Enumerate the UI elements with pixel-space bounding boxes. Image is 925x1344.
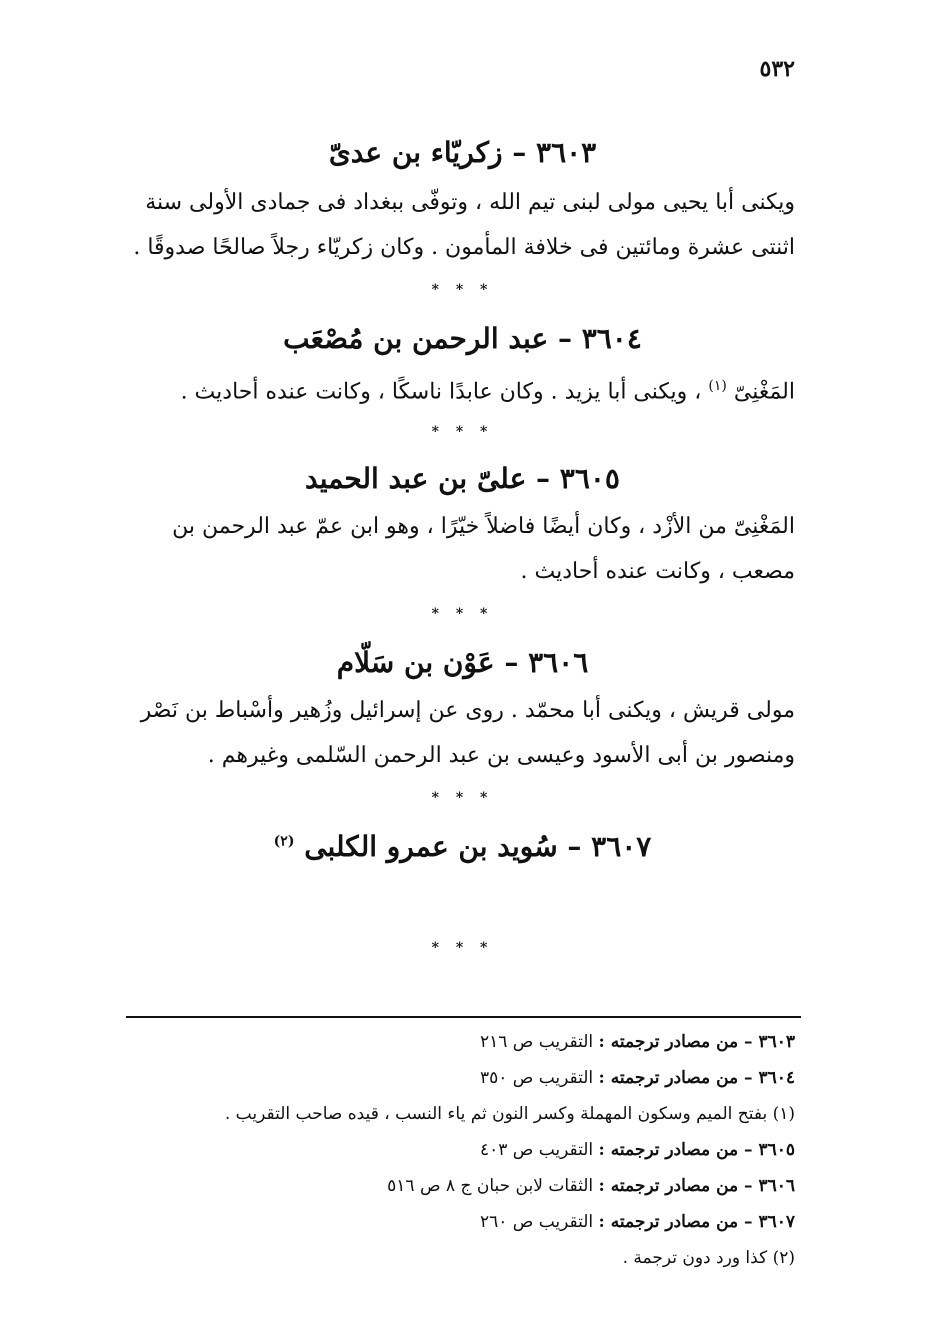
entry-body-3604 bbox=[105, 364, 795, 414]
footnote-line bbox=[95, 1096, 795, 1132]
footnote-text: التقريب ص ٢٦٠ bbox=[479, 1212, 594, 1232]
separator: * * * bbox=[431, 424, 494, 440]
separator: * * * bbox=[431, 940, 494, 956]
entry-body-line: ومنصور بن أبى الأسود وعيسى بن عبد الرحمن السّلمى وغيرهم . bbox=[207, 743, 795, 768]
footnote-text: (١) بفتح الميم وسكون المهملة وكسر النون ثم ياء النسب ، قيده صاحب التقريب . bbox=[224, 1104, 795, 1124]
entry-body-line: اثنتى عشرة ومائتين فى خلافة المأمون . وكان زكريّاء رجلاً صالحًا صدوقًا . bbox=[133, 235, 795, 260]
footnotes bbox=[95, 1024, 795, 1276]
entry-body-line: مصعب ، وكانت عنده أحاديث . bbox=[520, 559, 795, 584]
footnote-text: التقريب ص ٢١٦ bbox=[479, 1032, 594, 1052]
footnote-label: ٣٦٠٣ – من مصادر ترجمته : bbox=[598, 1032, 795, 1052]
entry-body-line: مولى قريش ، ويكنى أبا محمّد . روى عن إسرائيل وزُهير وأسْباط بن نَصْر bbox=[140, 698, 795, 723]
entry-body-line: المَغْنِىّ من الأزْد ، وكان أيضًا فاضلاً خيّرًا ، وهو ابن عمّ عبد الرحمن بن bbox=[172, 514, 795, 539]
entry-body-3603 bbox=[105, 180, 795, 270]
footnote-line bbox=[95, 1060, 795, 1096]
footnote-text: الثقات لابن حبان ج ٨ ص ٥١٦ bbox=[387, 1176, 594, 1196]
entry-body-3605 bbox=[105, 504, 795, 594]
separator: * * * bbox=[431, 282, 494, 298]
separator: * * * bbox=[431, 606, 494, 622]
footnote-text: التقريب ص ٤٠٣ bbox=[479, 1140, 594, 1160]
footnote-label: ٣٦٠٥ – من مصادر ترجمته : bbox=[598, 1140, 795, 1160]
entry-title-3607 bbox=[0, 830, 925, 863]
entry-body-suffix: ، ويكنى أبا يزيد . وكان عابدًا ناسكًا ، وكانت عنده أحاديث . bbox=[180, 379, 702, 405]
entry-title-3605: ٣٦٠٥ – علىّ بن عبد الحميد bbox=[305, 462, 620, 495]
entry-title-text: ٣٦٠٧ – سُويد بن عمرو الكلبى bbox=[304, 830, 652, 863]
footnote-line bbox=[95, 1132, 795, 1168]
footnote-divider bbox=[126, 1016, 801, 1018]
entry-body-line bbox=[105, 364, 795, 414]
separator: * * * bbox=[431, 790, 494, 806]
entry-title-3604: ٣٦٠٤ – عبد الرحمن بن مُصْعَب bbox=[283, 322, 642, 355]
footnote-label: ٣٦٠٧ – من مصادر ترجمته : bbox=[598, 1212, 795, 1232]
entry-title-3606: ٣٦٠٦ – عَوْن بن سَلّام bbox=[336, 646, 589, 679]
page-number: ٥٣٢ bbox=[759, 56, 795, 82]
entry-body-prefix: المَغْنِىّ bbox=[733, 379, 795, 405]
footnote-line bbox=[95, 1204, 795, 1240]
footnote-label: ٣٦٠٦ – من مصادر ترجمته : bbox=[598, 1176, 795, 1196]
footnote-line bbox=[95, 1240, 795, 1276]
footnote-reference: (٢) bbox=[273, 833, 295, 850]
entry-body-line: ويكنى أبا يحيى مولى لبنى تيم الله ، وتوفّى ببغداد فى جمادى الأولى سنة bbox=[145, 190, 795, 215]
entry-body-3606 bbox=[105, 688, 795, 778]
footnote-line bbox=[95, 1024, 795, 1060]
entry-title-3603: ٣٦٠٣ – زكريّاء بن عدىّ bbox=[328, 136, 597, 169]
footnote-text: (٢) كذا ورد دون ترجمة . bbox=[622, 1248, 795, 1268]
footnote-label: ٣٦٠٤ – من مصادر ترجمته : bbox=[598, 1068, 795, 1088]
footnote-reference: (١) bbox=[708, 378, 727, 394]
footnote-line bbox=[95, 1168, 795, 1204]
footnote-text: التقريب ص ٣٥٠ bbox=[479, 1068, 594, 1088]
